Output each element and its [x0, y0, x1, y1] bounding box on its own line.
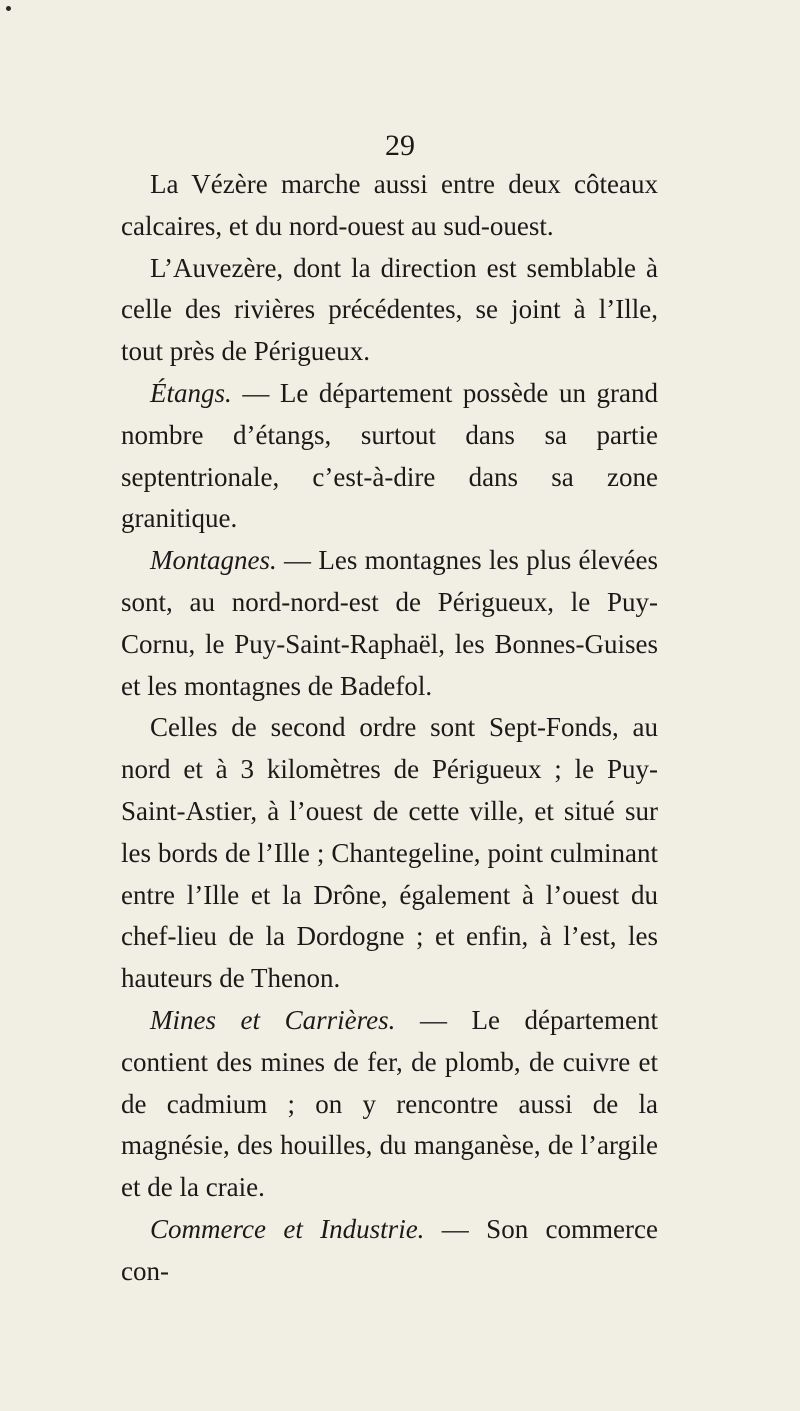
- paragraph-commerce: [121, 1209, 658, 1293]
- paragraph-text: — Le département contient des mines de fer, de plomb, de cuivre et de cadmium ; on y rencontre aussi de la magnésie, des houilles, du manganèse, de l’argile et de la craie.: [121, 1004, 658, 1203]
- paragraph-text: — Les montagnes les plus élevées sont, au nord-nord-est de Périgueux, le Puy-Cornu, le Puy-Saint-Raphaël, les Bonnes-Guises et les montagnes de Badefol.: [121, 545, 658, 701]
- ink-speck: [6, 6, 11, 11]
- paragraph-etangs: [121, 373, 658, 540]
- paragraph-heading: Montagnes.: [150, 545, 277, 576]
- paragraph-text: La Vézère marche aussi entre deux côteaux calcaires, et du nord-ouest au sud-ouest.: [121, 169, 658, 241]
- paragraph-auvezere: [121, 248, 658, 373]
- paragraph-montagnes: [121, 540, 658, 707]
- paragraph-heading: Mines et Carrières.: [150, 1004, 396, 1035]
- paragraph-second-ordre: [121, 707, 658, 1000]
- paragraph-text: L’Auvezère, dont la direction est semblable à celle des rivières précédentes, se joint à l’Ille, tout près de Périgueux.: [121, 252, 658, 367]
- page-number: 29: [385, 129, 415, 162]
- paragraph-mines: [121, 1000, 658, 1209]
- paragraph-heading: Commerce et Industrie.: [150, 1213, 425, 1244]
- paragraph-vezere: [121, 164, 658, 248]
- paragraph-text: — Le département possède un grand nombre d’étangs, surtout dans sa partie septentrionale, c’est-à-dire dans sa zone granitique.: [121, 377, 658, 534]
- paragraph-text: Celles de second ordre sont Sept-Fonds, au nord et à 3 kilomètres de Périgueux ; le Puy-Saint-Astier, à l’ouest de cette ville, et situé sur les bords de l’Ille ; Chantegeline, point culminant entre l’Ille et la Drône, également à l’ouest du chef-lieu de la Dordogne ; et enfin, à l’est, les hauteurs de Thenon.: [121, 712, 658, 994]
- paragraph-heading: Étangs.: [150, 377, 232, 408]
- body-text: [121, 164, 658, 1293]
- paragraph-text: — Son commerce con-: [121, 1213, 658, 1286]
